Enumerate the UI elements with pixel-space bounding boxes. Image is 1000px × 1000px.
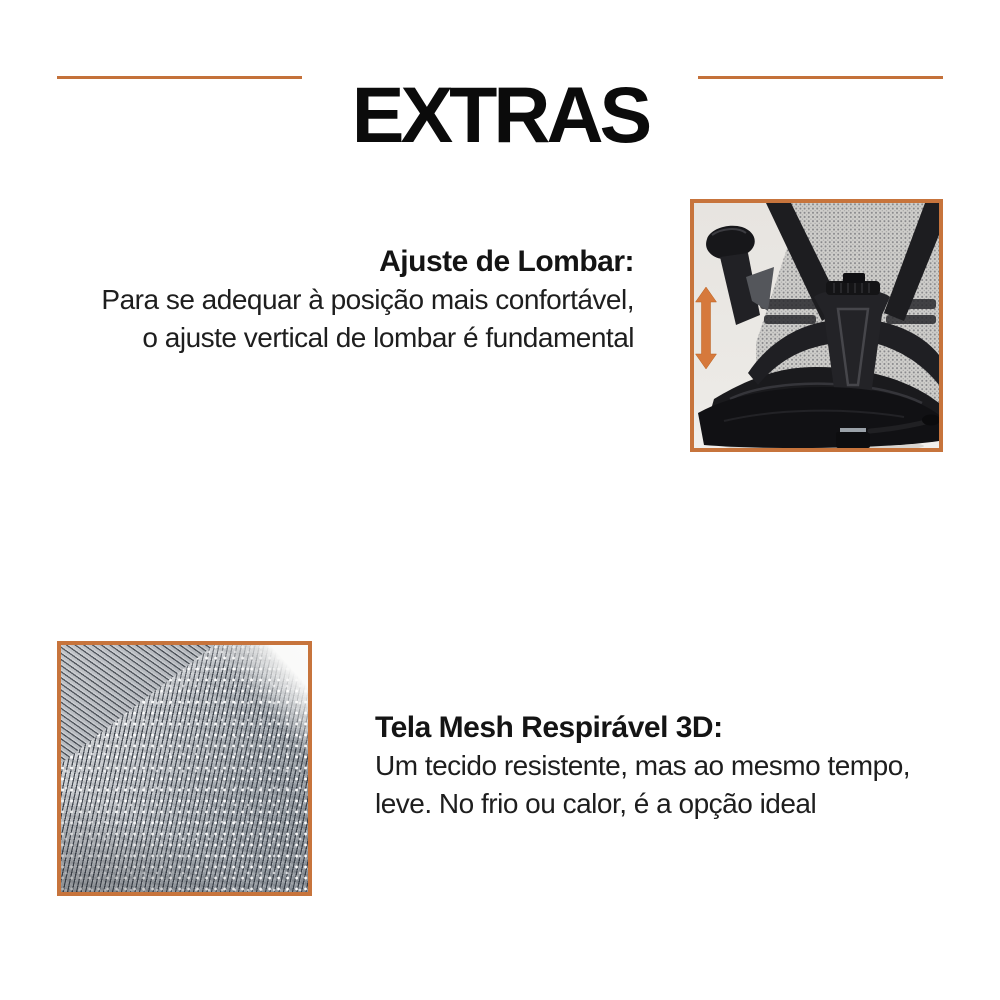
section-lumbar-text [101,243,634,357]
gas-lift-cylinder [836,432,870,448]
lumbar-body-line: o ajuste vertical de lombar é fundamental [142,322,634,353]
divider-line-right [698,76,943,79]
mesh-fabric-fold [61,645,214,764]
mesh-fabric-closeup-photo [61,645,308,892]
mesh-heading: Tela Mesh Respirável 3D: [375,711,723,744]
section-mesh-text [375,709,910,823]
mesh-body-line: Um tecido resistente, mas ao mesmo tempo, [375,750,911,781]
mesh-photo-frame [57,641,312,896]
page-title: EXTRAS [351,69,649,159]
chair-photo-frame [690,199,943,452]
clamp-tab [843,273,865,283]
lumbar-body-line: Para se adequar à posição mais confortável, [101,284,634,315]
lumbar-heading: Ajuste de Lombar: [379,245,634,278]
chair-rear-photo [694,203,939,448]
mesh-body-line: leve. No frio ou calor, é a opção ideal [375,788,817,819]
